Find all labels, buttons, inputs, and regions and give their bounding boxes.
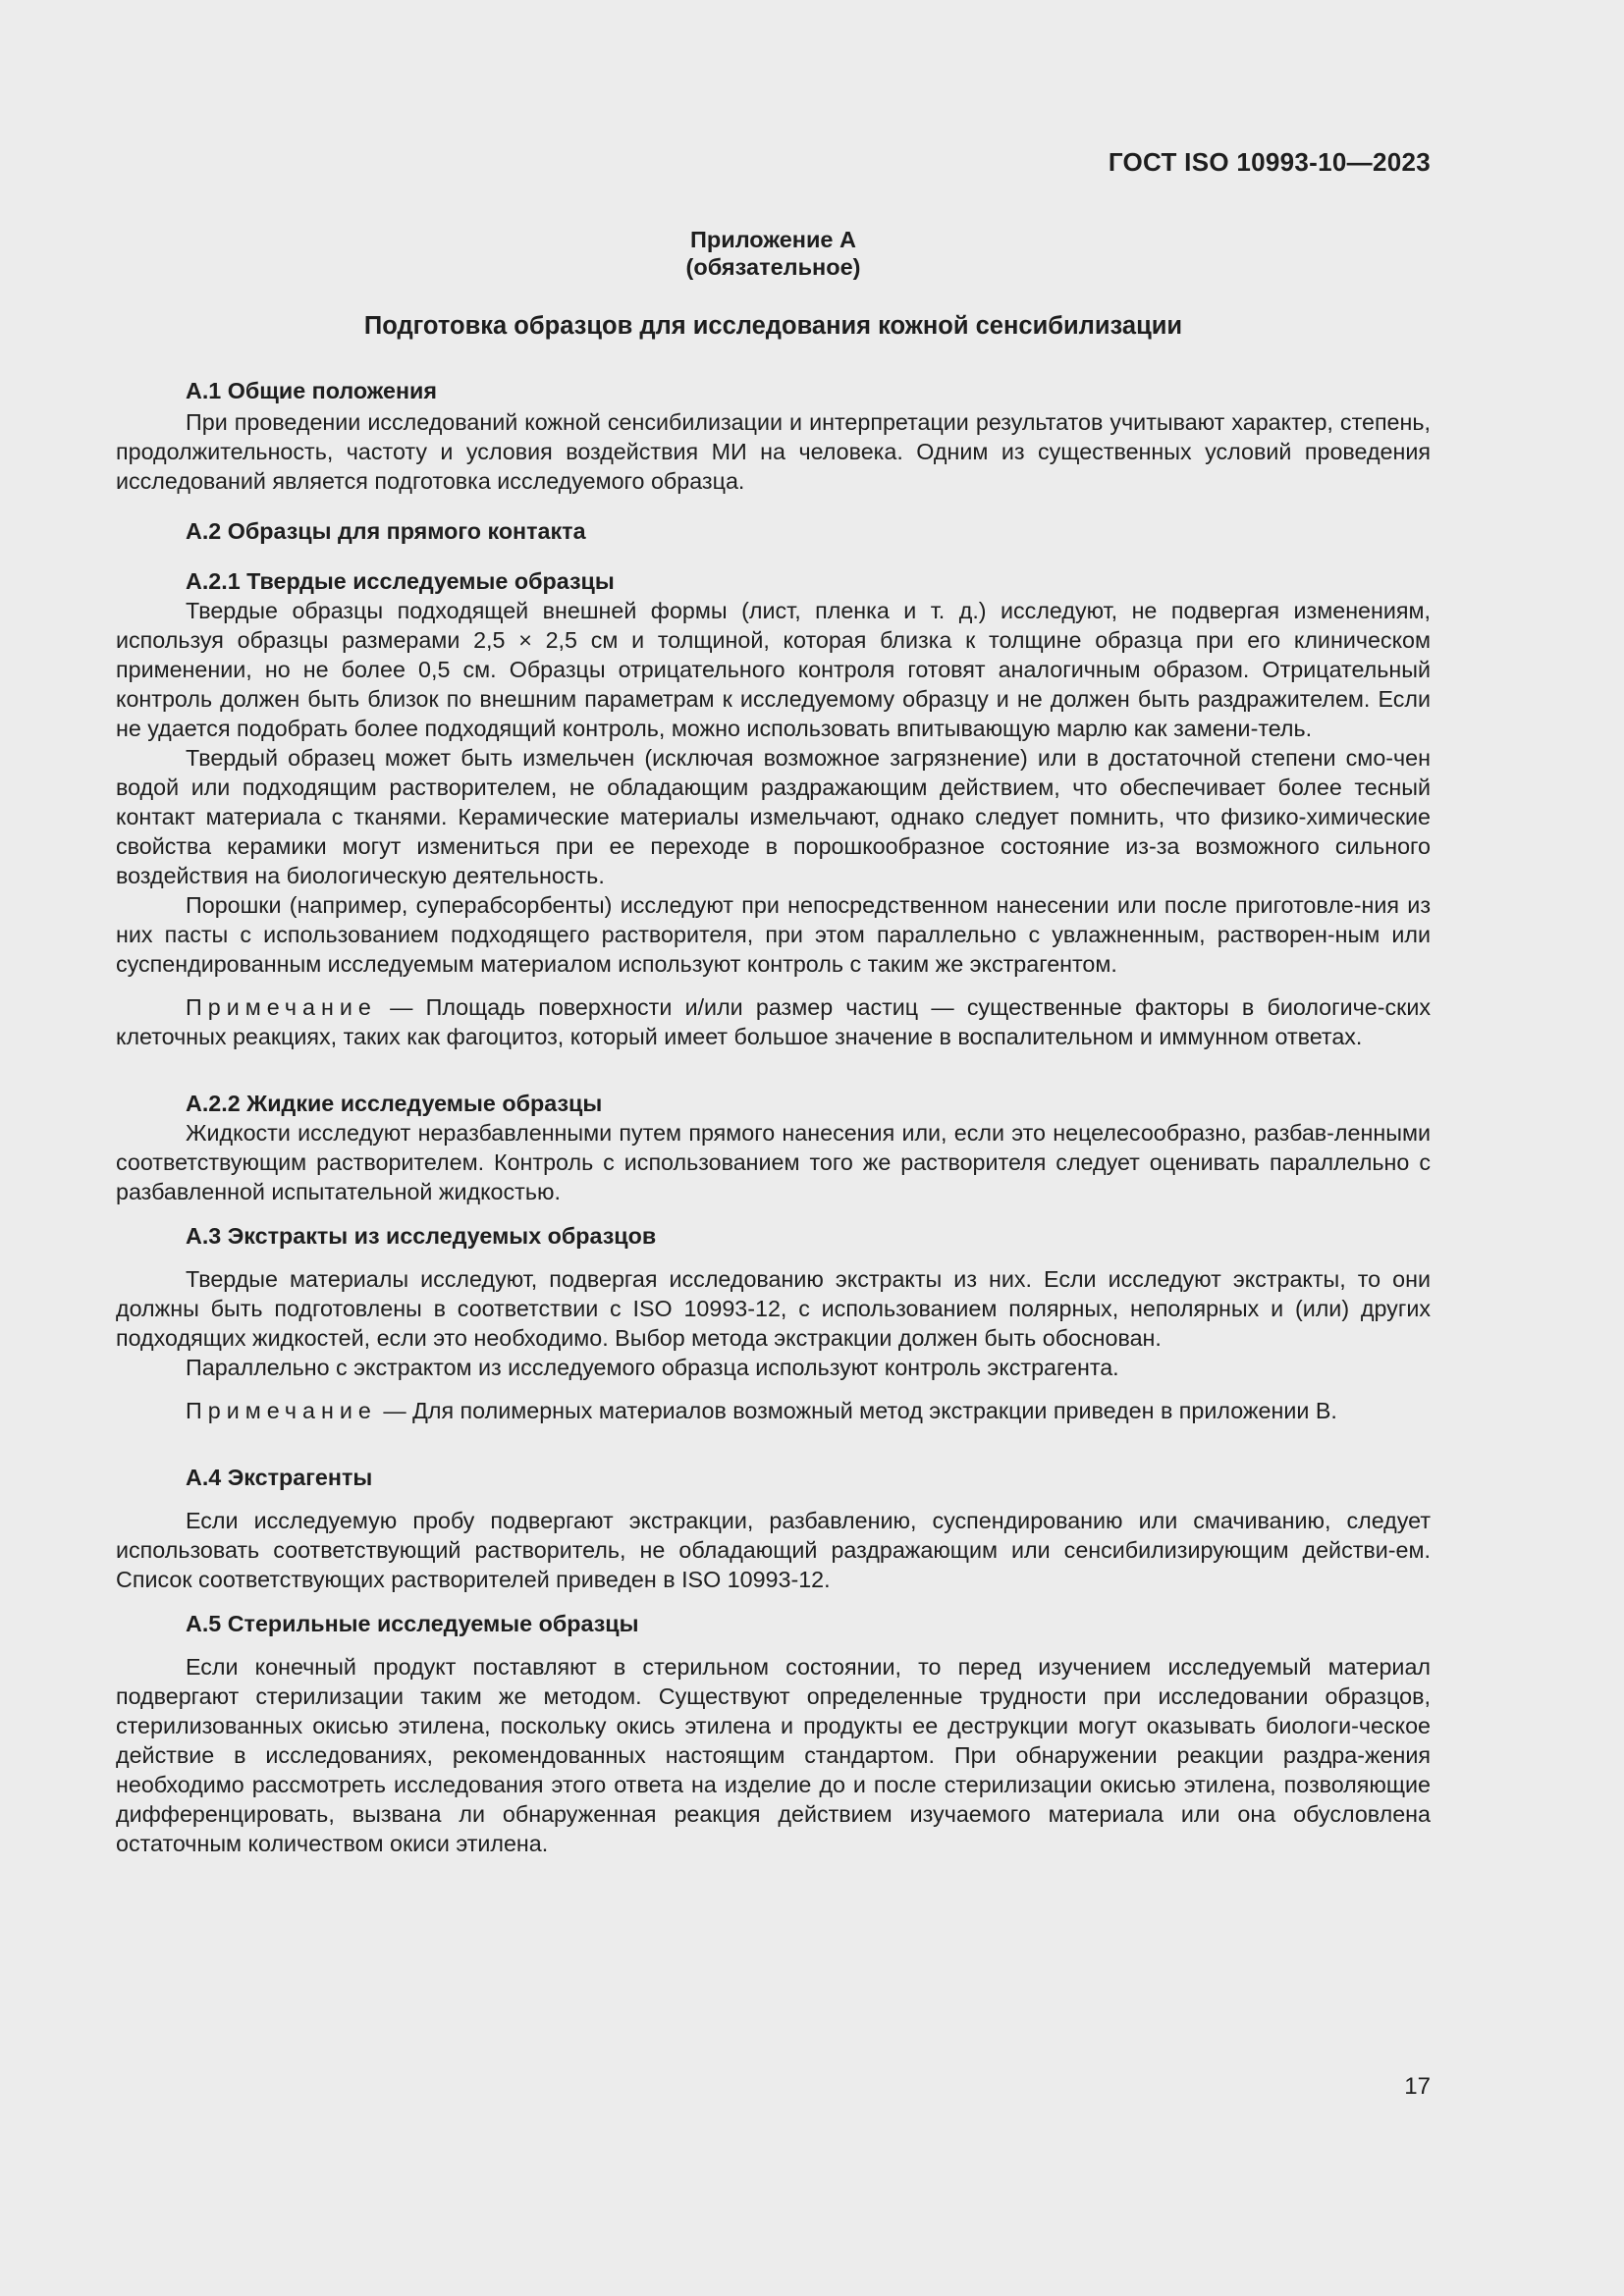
standard-code: ГОСТ ISO 10993-10—2023 xyxy=(1108,147,1431,177)
note-text: — Площадь поверхности и/или размер частиц — существенные факторы в биологиче-ских клеточных реакциях, таких как фагоцитоз, который имеет большое значение в воспалительном и иммунном ответах. xyxy=(116,994,1431,1049)
page-content xyxy=(116,147,1431,1858)
note-text: — Для полимерных материалов возможный метод экстракции приведен в приложении В. xyxy=(376,1398,1337,1423)
paragraph: Жидкости исследуют неразбавленными путем прямого нанесения или, если это нецелесообразно, разбав-ленными соответствующим растворителем. Контроль с использованием того же растворителя следует оценивать параллельно с разбавленной испытательной жидкостью. xyxy=(116,1120,1431,1204)
note-paragraph xyxy=(116,992,1431,1051)
section-heading-a1: А.1 Общие положения xyxy=(186,378,437,403)
paragraph: Твердый образец может быть измельчен (исключая возможное загрязнение) или в достаточной степени смо-чен водой или подходящим растворителем, не обладающим раздражающим действием, что обеспечивает более тесный контакт материала с тканями. Керамические материалы измельчают, однако следует помнить, что физико-химические свойства керамики могут измениться при ее переходе в порошкообразное состояние из-за возможного сильного воздействия на биологическую деятельность. xyxy=(116,745,1431,888)
paragraph: Твердые образцы подходящей внешней формы (лист, пленка и т. д.) исследуют, не подвергая изменениям, используя образцы размерами 2,5 × 2,5 см и толщиной, которая близка к толщине образца при его клиническом применении, но не более 0,5 см. Образцы отрицательного контроля готовят аналогичным образом. Отрицательный контроль должен быть близок по внешним параметрам к исследуемому образцу и не должен быть раздражителем. Если не удается подобрать более подходящий контроль, можно использовать впитывающую марлю как замени-тель. xyxy=(116,598,1431,741)
section-heading-a22: А.2.2 Жидкие исследуемые образцы xyxy=(186,1091,603,1116)
paragraph: Параллельно с экстрактом из исследуемого образца используют контроль экстрагента. xyxy=(186,1355,1119,1380)
appendix-label: Приложение А xyxy=(690,227,856,252)
paragraph: При проведении исследований кожной сенсибилизации и интерпретации результатов учитывают характер, степень, продолжительность, частоту и условия воздействия МИ на человека. Одним из существенных условий проведения исследований является подготовка исследуемого образца. xyxy=(116,409,1431,494)
appendix-heading xyxy=(116,226,1431,281)
section-heading-a4: А.4 Экстрагенты xyxy=(186,1465,373,1490)
page-number: 17 xyxy=(1404,2073,1431,2100)
section-heading-a5: А.5 Стерильные исследуемые образцы xyxy=(186,1611,639,1636)
note-paragraph xyxy=(116,1396,1431,1425)
note-label: Примечание xyxy=(186,1398,377,1423)
section-heading-a3: А.3 Экстракты из исследуемых образцов xyxy=(186,1223,657,1249)
section-heading-a21: А.2.1 Твердые исследуемые образцы xyxy=(186,568,615,594)
paragraph: Если исследуемую пробу подвергают экстракции, разбавлению, суспендированию или смачиванию, следует использовать соответствующий растворитель, не обладающий раздражающим или сенсибилизирующим действи-ем. Список соответствующих растворителей приведен в ISO 10993-12. xyxy=(116,1508,1431,1592)
appendix-title: Подготовка образцов для исследования кожной сенсибилизации xyxy=(363,312,1183,340)
paragraph: Если конечный продукт поставляют в стерильном состоянии, то перед изучением исследуемый материал подвергают стерилизации таким же методом. Существуют определенные трудности при исследовании образцов, стерилизованных окисью этилена, поскольку окись этилена и продукты ее деструкции могут оказывать биологи-ческое действие в исследованиях, рекомендованных настоящим стандартом. При обнаружении реакции раздра-жения необходимо рассмотреть исследования этого ответа на изделие до и после стерилизации окисью этилена, позволяющие дифференцировать, вызвана ли обнаруженная реакция действием изучаемого материала или она обусловлена остаточным количеством окиси этилена. xyxy=(116,1654,1431,1856)
section-heading-a2: А.2 Образцы для прямого контакта xyxy=(186,518,586,544)
appendix-status: (обязательное) xyxy=(685,254,861,280)
note-label: Примечание xyxy=(186,994,377,1020)
paragraph: Порошки (например, суперабсорбенты) исследуют при непосредственном нанесении или после приготовле-ния из них пасты с использованием подходящего растворителя, при этом параллельно с увлажненным, растворен-ным или суспендированным исследуемым материалом используют контроль с таким же экстрагентом. xyxy=(116,892,1431,977)
paragraph: Твердые материалы исследуют, подвергая исследованию экстракты из них. Если исследуют экстракты, то они должны быть подготовлены в соответствии с ISO 10993-12, с использованием полярных, неполярных и (или) других подходящих жидкостей, если это необходимо. Выбор метода экстракции должен быть обоснован. xyxy=(116,1266,1431,1351)
